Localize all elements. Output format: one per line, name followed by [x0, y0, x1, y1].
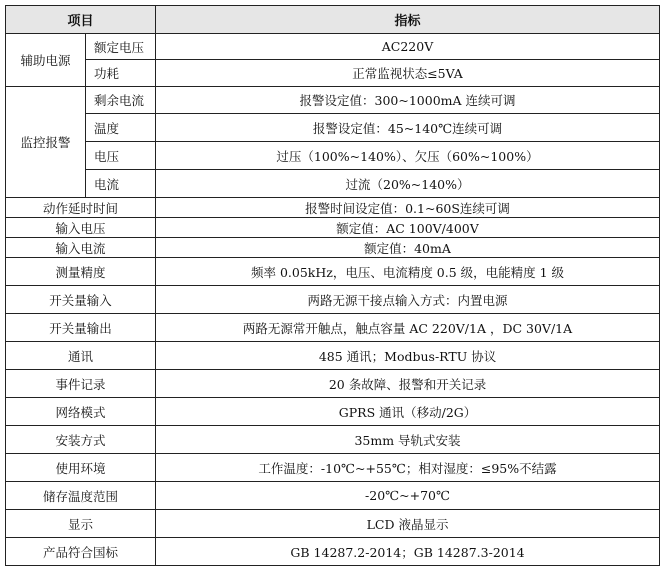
row-value: 35mm 导轨式安装	[156, 426, 660, 454]
row-value: 485 通讯；Modbus-RTU 协议	[156, 342, 660, 370]
row-label: 使用环境	[6, 454, 156, 482]
spec-table	[5, 5, 660, 566]
row-value: 频率 0.05kHz，电压、电流精度 0.5 级，电能精度 1 级	[156, 258, 660, 286]
group-label: 监控报警	[6, 87, 86, 198]
row-value: 20 条故障、报警和开关记录	[156, 370, 660, 398]
row-value: 工作温度：-10℃~+55℃；相对湿度：≤95%不结露	[156, 454, 660, 482]
row-label: 输入电压	[6, 218, 156, 238]
row-value: 报警设定值：45~140℃连续可调	[156, 114, 660, 142]
table-row	[6, 510, 660, 538]
table-row	[6, 60, 660, 87]
header-item: 项目	[6, 6, 156, 34]
row-value: 报警时间设定值：0.1~60S连续可调	[156, 198, 660, 218]
group-label: 辅助电源	[6, 34, 86, 87]
row-label: 测量精度	[6, 258, 156, 286]
table-row	[6, 454, 660, 482]
row-label: 剩余电流	[86, 87, 156, 114]
table-row	[6, 538, 660, 566]
table-row	[6, 258, 660, 286]
row-value: 过流（20%~140%）	[156, 170, 660, 198]
row-value: AC220V	[156, 34, 660, 60]
row-label: 输入电流	[6, 238, 156, 258]
row-label: 通讯	[6, 342, 156, 370]
table-row	[6, 286, 660, 314]
header-spec: 指标	[156, 6, 660, 34]
row-label: 储存温度范围	[6, 482, 156, 510]
row-label: 显示	[6, 510, 156, 538]
row-value: 正常监视状态≤5VA	[156, 60, 660, 87]
row-value: GB 14287.2-2014；GB 14287.3-2014	[156, 538, 660, 566]
row-label: 网络模式	[6, 398, 156, 426]
table-row	[6, 314, 660, 342]
row-label: 产品符合国标	[6, 538, 156, 566]
table-row	[6, 398, 660, 426]
row-label: 开关量输入	[6, 286, 156, 314]
row-label: 电压	[86, 142, 156, 170]
row-value: 额定值：AC 100V/400V	[156, 218, 660, 238]
row-value: 过压（100%~140%）、欠压（60%~100%）	[156, 142, 660, 170]
row-value: 报警设定值：300~1000mA 连续可调	[156, 87, 660, 114]
row-label: 动作延时时间	[6, 198, 156, 218]
row-value: 两路无源常开触点，触点容量 AC 220V/1A ，DC 30V/1A	[156, 314, 660, 342]
row-value: 额定值：40mA	[156, 238, 660, 258]
table-row	[6, 482, 660, 510]
row-label: 温度	[86, 114, 156, 142]
table-row	[6, 198, 660, 218]
row-label: 安装方式	[6, 426, 156, 454]
row-label: 事件记录	[6, 370, 156, 398]
row-value: 两路无源干接点输入方式：内置电源	[156, 286, 660, 314]
row-value: LCD 液晶显示	[156, 510, 660, 538]
row-value: -20℃~+70℃	[156, 482, 660, 510]
table-row	[6, 114, 660, 142]
header-row	[6, 6, 660, 34]
row-label: 电流	[86, 170, 156, 198]
table-row	[6, 170, 660, 198]
row-label: 功耗	[86, 60, 156, 87]
table-row	[6, 426, 660, 454]
table-row	[6, 87, 660, 114]
table-row	[6, 34, 660, 60]
table-row	[6, 342, 660, 370]
table-row	[6, 218, 660, 238]
row-label: 开关量输出	[6, 314, 156, 342]
row-label: 额定电压	[86, 34, 156, 60]
table-row	[6, 142, 660, 170]
table-row	[6, 238, 660, 258]
table-row	[6, 370, 660, 398]
row-value: GPRS 通讯（移动/2G）	[156, 398, 660, 426]
